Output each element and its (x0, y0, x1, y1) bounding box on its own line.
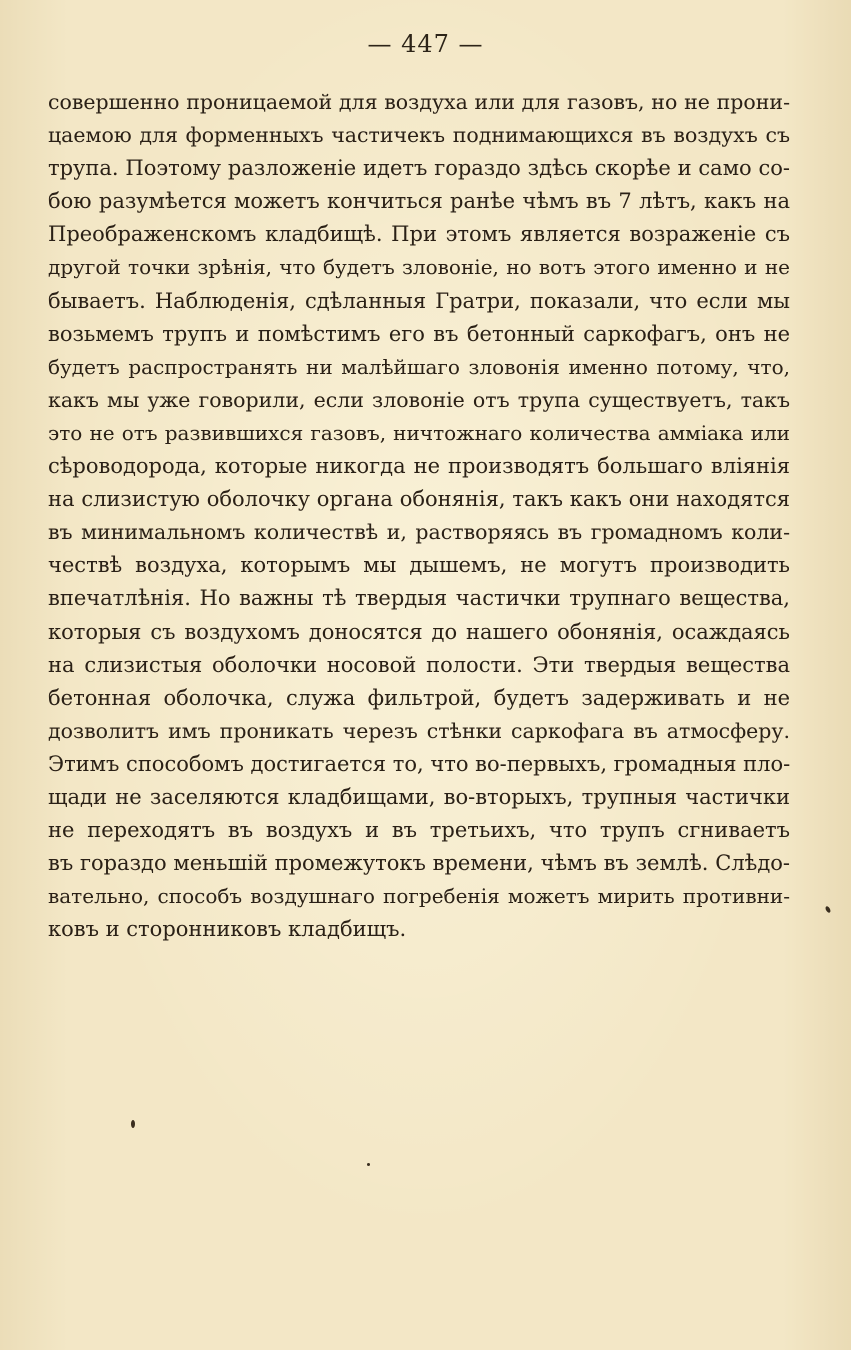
text-line: въ гораздо меньшiй промежутокъ времени, чѣмъ въ землѣ. Слѣдо- (48, 851, 790, 876)
text-line: какъ мы уже говорили, если зловонiе отъ трупа существуетъ, такъ (48, 387, 790, 412)
ink-speck (367, 1163, 370, 1166)
ink-speck (825, 905, 832, 913)
text-line-last: ковъ и сторонниковъ кладбищъ. (48, 917, 407, 942)
text-line: бываетъ. Наблюденiя, сдѣланныя Гратри, показали, что если мы (48, 288, 790, 313)
text-line: совершенно проницаемой для воздуха или для газовъ, но не прони- (48, 90, 790, 114)
text-line: Преображенскомъ кладбищѣ. При этомъ является возраженiе съ (48, 222, 790, 247)
text-line: это не отъ развившихся газовъ, ничтожнаго количества аммiака или (48, 420, 790, 445)
body-text (48, 86, 790, 946)
text-line: на слизистыя оболочки носовой полости. Эти твердыя вещества (48, 652, 790, 677)
text-line: на слизистую оболочку органа обонянiя, такъ какъ они находятся (48, 487, 790, 512)
page-number: — 447 — (367, 30, 484, 58)
text-line: щади не заселяются кладбищами, во-вторыхъ, трупныя частички (48, 784, 790, 809)
text-line: бою разумѣется можетъ кончиться ранѣе чѣмъ въ 7 лѣтъ, какъ на (48, 189, 790, 214)
text-line: не переходятъ въ воздухъ и въ третьихъ, что трупъ сгниваетъ (48, 818, 790, 843)
text-line: Этимъ способомъ достигается то, что во-первыхъ, громадныя пло- (48, 751, 790, 776)
text-line: вательно, способъ воздушнаго погребенiя можетъ мирить противни- (48, 884, 790, 909)
text-line: чествѣ воздуха, которымъ мы дышемъ, не могутъ производить (48, 553, 790, 578)
text-line: возьмемъ трупъ и помѣстимъ его въ бетонный саркофагъ, онъ не (48, 321, 790, 346)
text-line: въ минимальномъ количествѣ и, растворяясь въ громадномъ коли- (48, 520, 790, 545)
text-line: трупа. Поэтому разложенiе идетъ гораздо здѣсь скорѣе и само со- (48, 156, 790, 181)
text-line: которыя съ воздухомъ доносятся до нашего обонянiя, осаждаясь (48, 619, 790, 644)
text-line: цаемою для форменныхъ частичекъ поднимающихся въ воздухъ съ (48, 123, 790, 148)
text-line: дозволитъ имъ проникать черезъ стѣнки саркофага въ атмосферу. (48, 718, 790, 743)
text-line: другой точки зрѣнiя, что будетъ зловонiе, но вотъ этого именно и не (48, 255, 790, 280)
text-line: сѣроводорода, которые никогда не производятъ большаго влiянiя (48, 454, 790, 479)
text-line: будетъ распространять ни малѣйшаго зловонiя именно потому, что, (48, 354, 790, 379)
text-line: бетонная оболочка, служа фильтрой, будетъ задерживать и не (48, 685, 790, 710)
ink-speck (131, 1120, 135, 1128)
text-line: впечатлѣнiя. Но важны тѣ твердыя частички трупнаго вещества, (48, 586, 790, 611)
